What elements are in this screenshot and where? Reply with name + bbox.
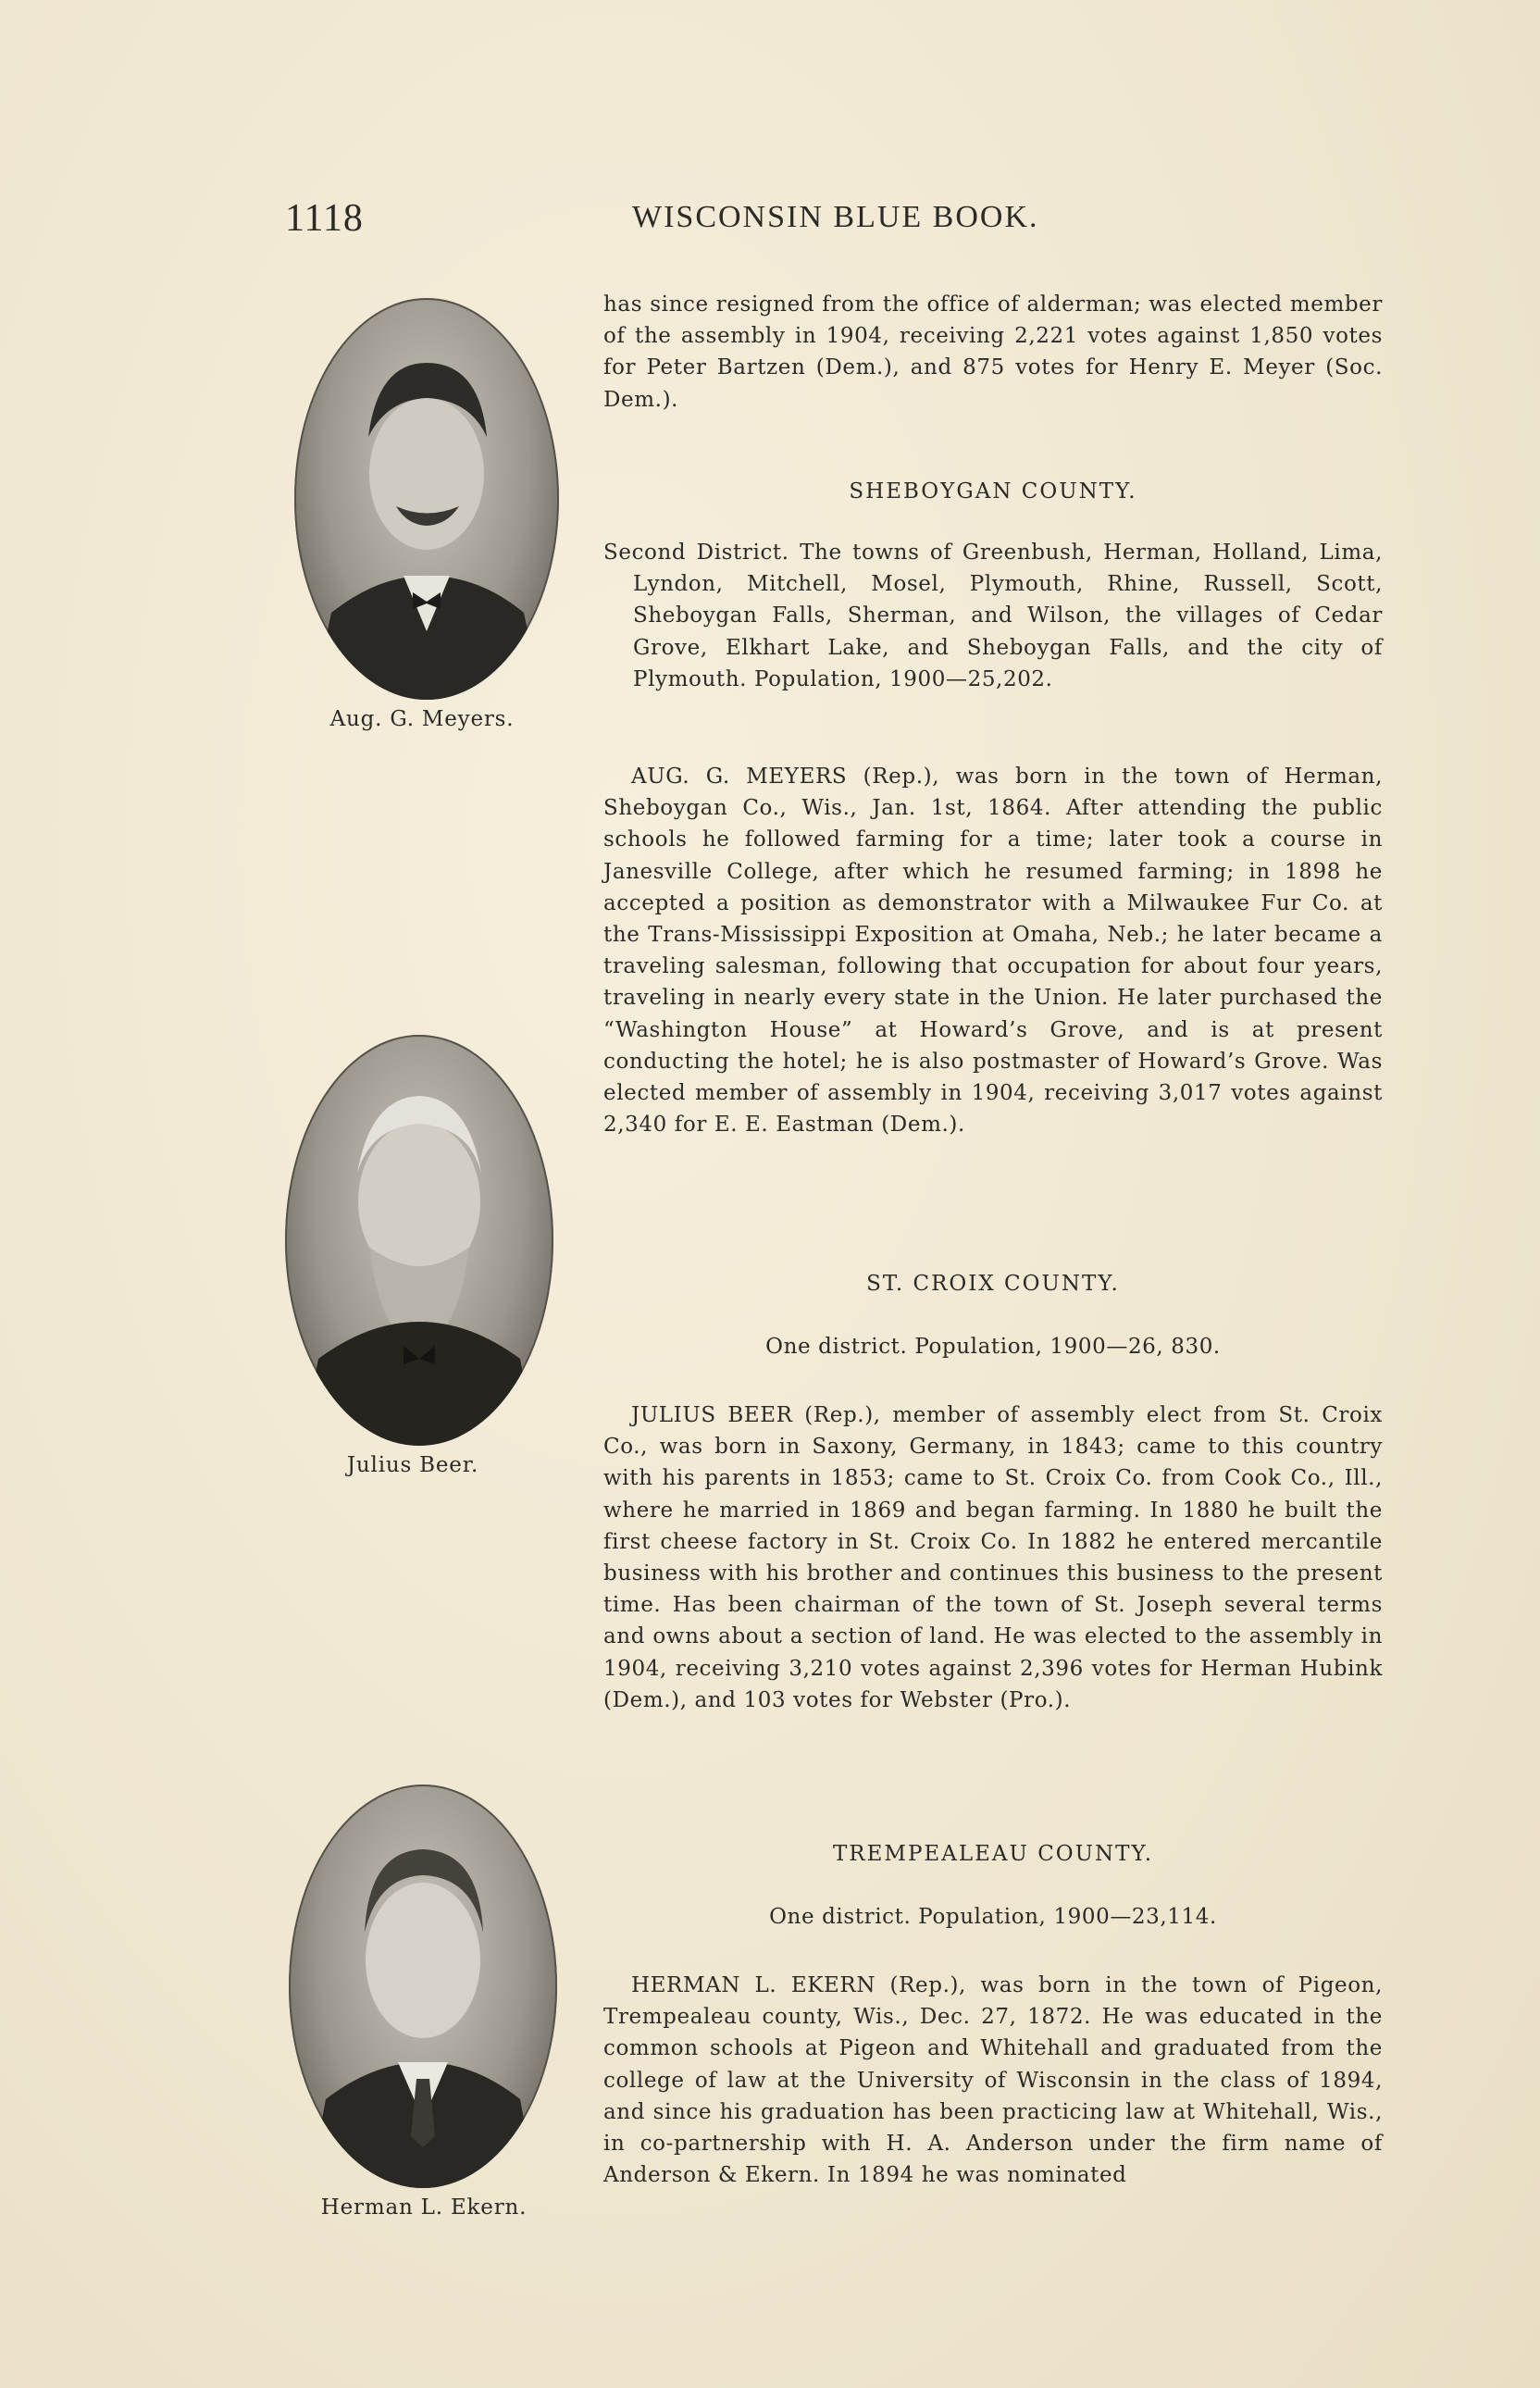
biography-text: JULIUS BEER (Rep.), member of assembly elect from St. Croix Co., was born in Saxony, Germany, in 1843; came to this country with his parents in 1853; came to St. Croix Co. from Cook Co., Ill., where he married in 1869 and began farming. In 1880 he built the first cheese factory in St. Croix Co. In 1882 he entered mercantile business with his brother and continues this business to the present time. Has been chairman of the town of St. Joseph several terms and owns about a section of land. He was elected to the assembly in 1904, receiving 3,210 votes against 2,396 votes for Herman Hubink (Dem.), and 103 votes for Webster (Pro.). (603, 1403, 1383, 1712)
district-description-trempealeau: One district. Population, 1900—23,114. (769, 1905, 1217, 1929)
portrait-meyers (294, 298, 559, 700)
biography-text: AUG. G. MEYERS (Rep.), was born in the town of Herman, Sheboygan Co., Wis., Jan. 1st, 1864. After attending the public schools he followed farming for a time; later took a course in Janesville College, after which he resumed farming; in 1898 he accepted a position as demonstrator with a Milwaukee Fur Co. at the Trans-Mississippi Exposition at Omaha, Neb.; he later became a traveling salesman, following that occupation for about four years, traveling in nearly every state in the Union. He later purchased the “Washington House” at Howard’s Grove, and is at present conducting the hotel; he is also postmaster of Howard’s Grove. Was elected member of assembly in 1904, receiving 3,017 votes against 2,340 for E. E. Eastman (Dem.). (603, 765, 1383, 1138)
district-description-st-croix: One district. Population, 1900—26, 830. (765, 1335, 1221, 1359)
portrait-caption-ekern: Herman L. Ekern. (320, 2195, 528, 2220)
county-heading-sheboygan: SHEBOYGAN COUNTY. (849, 479, 1137, 504)
page-header (285, 196, 1386, 252)
intro-text: has since resigned from the office of alderman; was elected member of the assembly in 1904, receiving 2,221 votes against 1,850 votes for Peter Bartzen (Dem.), and 875 votes for Henry E. Meyer (Soc. Dem.). (603, 292, 1383, 412)
biography-meyers (603, 761, 1383, 1140)
biography-ekern (603, 1970, 1383, 2191)
portrait-ekern (289, 1785, 557, 2188)
portrait-caption-meyers: Aug. G. Meyers. (329, 707, 515, 731)
page-number: 1118 (285, 197, 364, 240)
district-text: Second District. The towns of Greenbush, Herman, Holland, Lima, Lyndon, Mitchell, Mosel, Plymouth, Rhine, Russell, Scott, Sheboygan Falls, Sherman, and Wilson, the villages of Cedar Grove, Elkhart Lake, and Sheboygan Falls, and the city of Plymouth. Population, 1900—25,202. (603, 541, 1383, 691)
intro-paragraph (603, 289, 1383, 416)
district-description-sheboygan (603, 537, 1383, 695)
biography-text: HERMAN L. EKERN (Rep.), was born in the town of Pigeon, Trempealeau county, Wis., Dec. 27, 1872. He was educated in the common schools at Pigeon and Whitehall and graduated from the college of law at the University of Wisconsin in the class of 1894, and since his graduation has been practicing law at Whitehall, Wis., in co-partnership with H. A. Anderson under the firm name of Anderson & Ekern. In 1894 he was nominated (603, 1973, 1383, 2188)
county-heading-st-croix: ST. CROIX COUNTY. (866, 1272, 1120, 1296)
county-heading-trempealeau: TREMPEALEAU COUNTY. (832, 1842, 1154, 1866)
running-head: WISCONSIN BLUE BOOK. (632, 200, 1039, 234)
portrait-caption-beer: Julius Beer. (346, 1453, 479, 1477)
portrait-beer (285, 1035, 553, 1446)
biography-beer (603, 1399, 1383, 1716)
